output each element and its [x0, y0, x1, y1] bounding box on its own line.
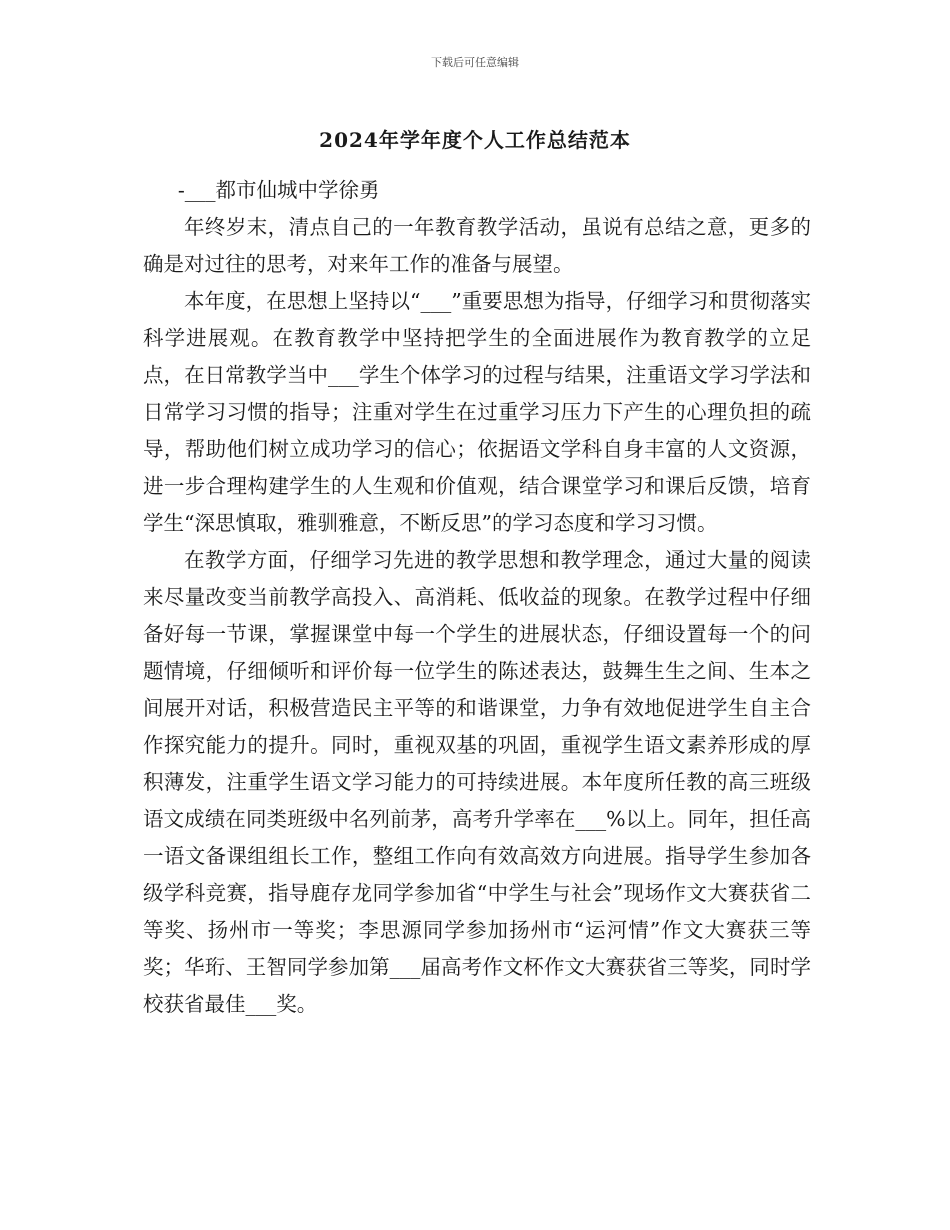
paragraph: 在教学方面，仔细学习先进的教学思想和教学理念，通过大量的阅读来尽量改变当前教学高投入、高消耗、低收益的现象。在教学过程中仔细备好每一节课，掌握课堂中每一个学生的进展状态，仔细设置每一个的问题情境，仔细倾听和评价每一位学生的陈述表达，鼓舞生生之间、生本之间展开对话，积极营造民主平等的和谐课堂，力争有效地促进学生自主合作探究能力的提升。同时，重视双基的巩固，重视学生语文素养形成的厚积薄发，注重学生语文学习能力的可持续进展。本年度所任教的高三班级语文成绩在同类班级中名列前茅，高考升学率在___%以上。同年，担任高一语文备课组组长工作，整组工作向有效高效方向进展。指导学生参加各级学科竞赛，指导鹿存龙同学参加省“中学生与社会”现场作文大赛获省二等奖、扬州市一等奖；李思源同学参加扬州市“运河情”作文大赛获三等奖；华珩、王智同学参加第___届高考作文杯作文大赛获省三等奖，同时学校获省最佳___奖。: [143, 548, 811, 1016]
paragraph: 年终岁末，清点自己的一年教育教学活动，虽说有总结之意，更多的确是对过往的思考，对来年工作的准备与展望。: [143, 215, 811, 276]
author-line: -___都市仙城中学徐勇: [177, 178, 380, 202]
paragraph: 本年度，在思想上坚持以“___”重要思想为指导，仔细学习和贯彻落实科学进展观。在教育教学中坚持把学生的全面进展作为教育教学的立足点，在日常教学当中___学生个体学习的过程与结果，注重语文学习学法和日常学习习惯的指导；注重对学生在过重学习压力下产生的心理负担的疏导，帮助他们树立成功学习的信心；依据语文学科自身丰富的人文资源，进一步合理构建学生的人生观和价值观，结合课堂学习和课后反馈，培育学生“深思慎取，雅驯雅意，不断反思”的学习态度和学习习惯。: [143, 289, 811, 535]
header-note: 下载后可任意编辑: [431, 56, 519, 69]
document-body: [143, 172, 811, 1023]
document-title: 2024年学年度个人工作总结范本: [319, 128, 631, 152]
